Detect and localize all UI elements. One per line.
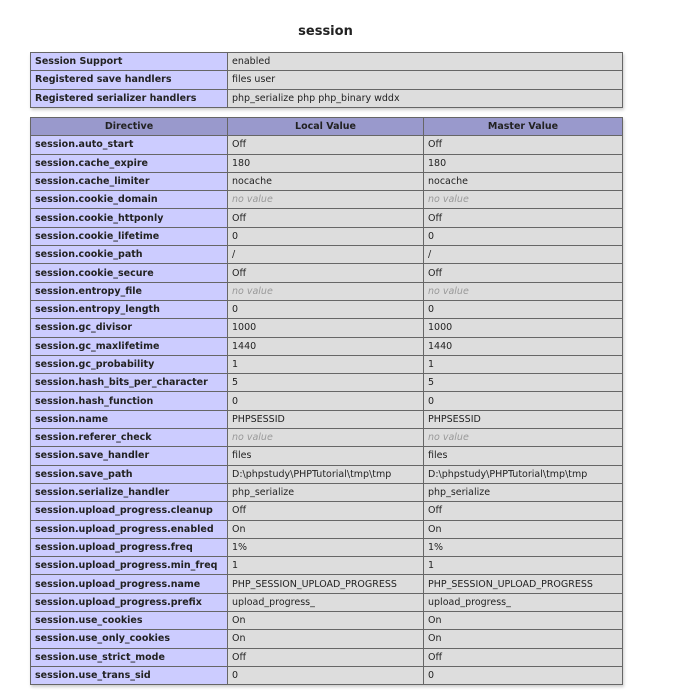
master-value: upload_progress_	[424, 593, 623, 611]
info-row	[31, 71, 623, 89]
session-directives-table	[30, 117, 623, 685]
local-value: 1000	[228, 319, 424, 337]
master-value: files	[424, 447, 623, 465]
master-value: 1%	[424, 538, 623, 556]
directive-name: session.upload_progress.cleanup	[31, 502, 228, 520]
local-value: D:\phpstudy\PHPTutorial\tmp\tmp	[228, 465, 424, 483]
directive-row	[31, 666, 623, 684]
directive-row	[31, 172, 623, 190]
local-value: upload_progress_	[228, 593, 424, 611]
master-value: no value	[428, 285, 469, 297]
local-value: On	[228, 612, 424, 630]
local-value: 5	[228, 374, 424, 392]
directive-name: session.hash_function	[31, 392, 228, 410]
local-value: no value	[232, 285, 273, 297]
directive-row	[31, 209, 623, 227]
info-row	[31, 53, 623, 71]
master-value: 180	[424, 154, 623, 172]
directive-row	[31, 337, 623, 355]
directive-name: session.upload_progress.prefix	[31, 593, 228, 611]
master-value: 5	[424, 374, 623, 392]
directive-header: Directive	[31, 118, 228, 136]
directive-name: session.cookie_secure	[31, 264, 228, 282]
directive-row	[31, 447, 623, 465]
master-value: nocache	[424, 172, 623, 190]
local-value: 1440	[228, 337, 424, 355]
local-value: 0	[228, 227, 424, 245]
master-value: Off	[424, 648, 623, 666]
local-value: On	[228, 630, 424, 648]
master-value-cell	[424, 191, 623, 209]
master-value: 0	[424, 666, 623, 684]
directive-row	[31, 300, 623, 318]
master-value: no value	[428, 432, 469, 444]
master-value: On	[424, 520, 623, 538]
table-header-row	[31, 118, 623, 136]
local-value: On	[228, 520, 424, 538]
directive-row	[31, 429, 623, 447]
directive-row	[31, 630, 623, 648]
directive-row	[31, 575, 623, 593]
directive-name: session.upload_progress.enabled	[31, 520, 228, 538]
master-value: /	[424, 246, 623, 264]
local-value-cell	[228, 282, 424, 300]
master-value: Off	[424, 502, 623, 520]
directive-row	[31, 502, 623, 520]
directive-row	[31, 227, 623, 245]
directive-row	[31, 557, 623, 575]
directive-row	[31, 246, 623, 264]
directive-name: session.gc_probability	[31, 355, 228, 373]
master-value-cell	[424, 282, 623, 300]
directive-name: session.hash_bits_per_character	[31, 374, 228, 392]
local-value: Off	[228, 209, 424, 227]
master-value: 1000	[424, 319, 623, 337]
directive-row	[31, 648, 623, 666]
local-value: PHPSESSID	[228, 410, 424, 428]
local-value-cell	[228, 429, 424, 447]
info-name: Registered save handlers	[31, 71, 228, 89]
master-value: 1440	[424, 337, 623, 355]
directive-name: session.use_trans_sid	[31, 666, 228, 684]
directive-name: session.name	[31, 410, 228, 428]
directive-row	[31, 392, 623, 410]
directive-name: session.cache_limiter	[31, 172, 228, 190]
master-value: 1	[424, 355, 623, 373]
directive-name: session.save_handler	[31, 447, 228, 465]
info-value: files user	[228, 71, 623, 89]
master-value: php_serialize	[424, 483, 623, 501]
directive-name: session.use_strict_mode	[31, 648, 228, 666]
info-name: Registered serializer handlers	[31, 89, 228, 107]
directive-row	[31, 355, 623, 373]
directive-name: session.referer_check	[31, 429, 228, 447]
directive-name: session.use_only_cookies	[31, 630, 228, 648]
info-value: php_serialize php php_binary wddx	[228, 89, 623, 107]
master-value-cell	[424, 429, 623, 447]
directive-name: session.auto_start	[31, 136, 228, 154]
local-value-cell	[228, 191, 424, 209]
master-value: Off	[424, 136, 623, 154]
directive-name: session.entropy_length	[31, 300, 228, 318]
directive-name: session.upload_progress.freq	[31, 538, 228, 556]
directive-name: session.serialize_handler	[31, 483, 228, 501]
local-value: 180	[228, 154, 424, 172]
session-info-table	[30, 52, 623, 108]
directive-row	[31, 154, 623, 172]
info-value: enabled	[228, 53, 623, 71]
local-value: 0	[228, 392, 424, 410]
local-value: PHP_SESSION_UPLOAD_PROGRESS	[228, 575, 424, 593]
master-value: 0	[424, 300, 623, 318]
local-value: 1	[228, 557, 424, 575]
local-value: /	[228, 246, 424, 264]
directive-row	[31, 593, 623, 611]
local-value: no value	[232, 432, 273, 444]
master-value: D:\phpstudy\PHPTutorial\tmp\tmp	[424, 465, 623, 483]
master-value: Off	[424, 209, 623, 227]
directive-row	[31, 612, 623, 630]
directive-row	[31, 374, 623, 392]
master-value: 1	[424, 557, 623, 575]
info-name: Session Support	[31, 53, 228, 71]
local-value: 0	[228, 300, 424, 318]
directive-row	[31, 465, 623, 483]
master-value: On	[424, 612, 623, 630]
master-value: PHP_SESSION_UPLOAD_PROGRESS	[424, 575, 623, 593]
master-value-header: Master Value	[424, 118, 623, 136]
directive-row	[31, 191, 623, 209]
directive-row	[31, 319, 623, 337]
local-value: Off	[228, 136, 424, 154]
local-value: 1	[228, 355, 424, 373]
local-value-header: Local Value	[228, 118, 424, 136]
directive-name: session.cache_expire	[31, 154, 228, 172]
local-value: Off	[228, 264, 424, 282]
directive-row	[31, 264, 623, 282]
local-value: Off	[228, 502, 424, 520]
directive-name: session.cookie_domain	[31, 191, 228, 209]
directive-name: session.cookie_lifetime	[31, 227, 228, 245]
info-row	[31, 89, 623, 107]
directive-name: session.use_cookies	[31, 612, 228, 630]
directive-row	[31, 410, 623, 428]
master-value: 0	[424, 392, 623, 410]
directive-name: session.gc_divisor	[31, 319, 228, 337]
local-value: php_serialize	[228, 483, 424, 501]
directive-name: session.gc_maxlifetime	[31, 337, 228, 355]
section-title: session	[298, 24, 353, 39]
master-value: Off	[424, 264, 623, 282]
directive-name: session.cookie_httponly	[31, 209, 228, 227]
local-value: 0	[228, 666, 424, 684]
master-value: On	[424, 630, 623, 648]
directive-name: session.upload_progress.name	[31, 575, 228, 593]
master-value: PHPSESSID	[424, 410, 623, 428]
directive-row	[31, 538, 623, 556]
master-value: 0	[424, 227, 623, 245]
local-value: no value	[232, 194, 273, 206]
local-value: 1%	[228, 538, 424, 556]
local-value: Off	[228, 648, 424, 666]
directive-row	[31, 483, 623, 501]
directive-name: session.upload_progress.min_freq	[31, 557, 228, 575]
directive-name: session.save_path	[31, 465, 228, 483]
master-value: no value	[428, 194, 469, 206]
directive-name: session.entropy_file	[31, 282, 228, 300]
local-value: files	[228, 447, 424, 465]
directive-row	[31, 136, 623, 154]
directive-row	[31, 282, 623, 300]
directive-row	[31, 520, 623, 538]
local-value: nocache	[228, 172, 424, 190]
directive-name: session.cookie_path	[31, 246, 228, 264]
